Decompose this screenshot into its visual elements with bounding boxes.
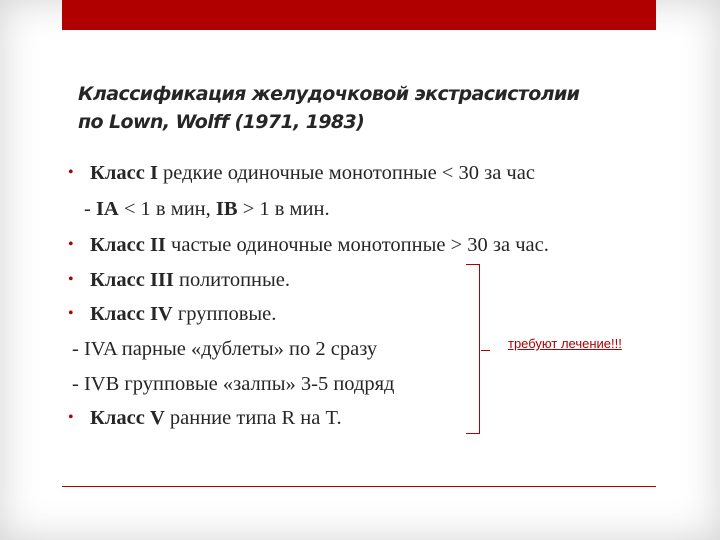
list-item-class-5 (68, 403, 342, 433)
list-item-class-2 (68, 230, 549, 260)
slide-title (78, 80, 678, 136)
bullet-icon: • (68, 164, 74, 181)
title-line-2: по Lown, Wolff (1971, 1983) (78, 111, 365, 133)
bracket-pointer (481, 350, 490, 351)
class-label: Класс III (90, 269, 174, 291)
class-description: ранние типа R на T. (164, 407, 342, 429)
sub-text-iva: - IVA парные «дублеты» по 2 сразу (72, 338, 378, 360)
class-label: Класс I (90, 162, 158, 184)
list-item-sub-ia-ib (68, 194, 330, 224)
sub-label-ia: IA (95, 198, 119, 220)
bullet-icon: • (68, 409, 74, 426)
class-description: политопные. (173, 269, 291, 291)
sub-text-ib: > 1 в мин. (237, 198, 330, 220)
bullet-icon: • (68, 271, 74, 288)
list-item-sub-iva (68, 334, 377, 364)
class-label: Класс V (90, 407, 165, 429)
sub-text-ia: < 1 в мин, (118, 198, 216, 220)
class-label: Класс II (90, 234, 166, 256)
grouping-bracket (466, 264, 480, 434)
list-item-class-4 (68, 299, 276, 329)
list-item-sub-ivb (68, 369, 395, 399)
list-item-class-1 (68, 158, 535, 188)
class-description: частые одиночные монотопные > 30 за час. (165, 234, 549, 256)
top-accent-bar (62, 0, 656, 30)
class-label: Класс IV (90, 303, 173, 325)
class-description: редкие одиночные монотопные < 30 за час (157, 162, 535, 184)
sub-prefix: - (84, 198, 96, 220)
bullet-icon: • (68, 236, 74, 253)
bullet-icon: • (68, 305, 74, 322)
sub-label-ib: IB (215, 198, 238, 220)
class-description: групповые. (172, 303, 277, 325)
list-item-class-3 (68, 265, 290, 295)
title-line-1: Классификация желудочковой экстрасистолии (78, 83, 580, 105)
bottom-divider (62, 486, 656, 487)
treatment-note: требуют лечение!!! (508, 336, 622, 351)
sub-text-ivb: - IVB групповые «залпы» 3-5 подряд (72, 373, 395, 395)
